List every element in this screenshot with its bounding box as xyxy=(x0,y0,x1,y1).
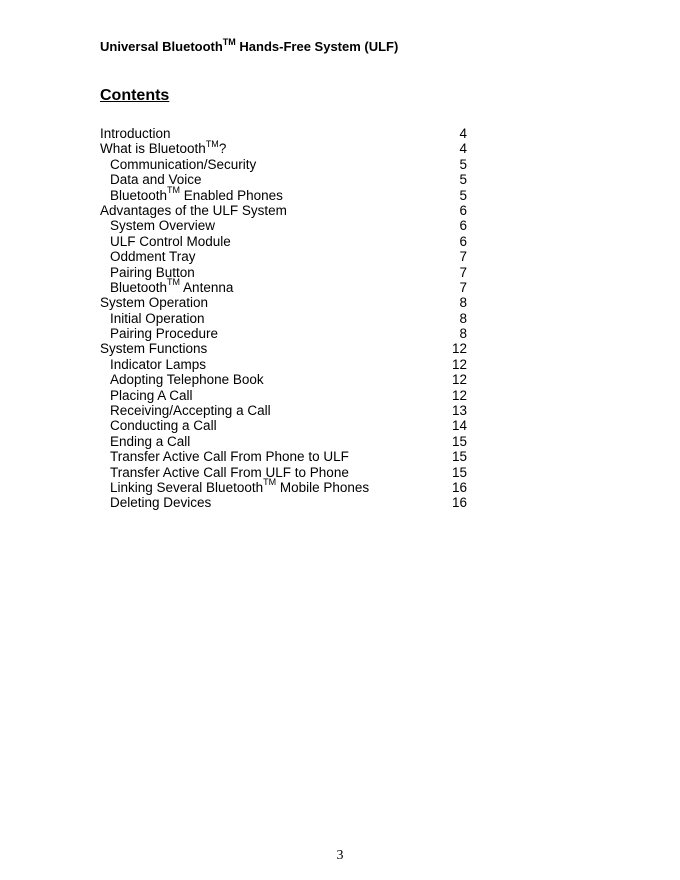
toc-entry-title xyxy=(100,203,287,218)
toc-entry-title xyxy=(100,477,370,495)
toc-entry-title xyxy=(100,234,231,249)
contents-heading: Contents xyxy=(100,87,170,104)
toc-entry[interactable] xyxy=(100,249,470,264)
toc-entry-title xyxy=(100,449,349,464)
toc-page-number: 5 xyxy=(459,156,467,172)
toc-page-number: 16 xyxy=(451,479,467,495)
toc-entry[interactable] xyxy=(100,265,470,280)
toc-entry[interactable] xyxy=(100,185,470,203)
toc-title-text: System Overview xyxy=(110,218,216,234)
toc-entry-title xyxy=(100,403,271,418)
toc-page-number: 8 xyxy=(459,295,467,311)
toc-entry[interactable] xyxy=(100,203,470,218)
toc-page-number: 12 xyxy=(451,372,467,388)
toc-entry[interactable] xyxy=(100,465,470,480)
toc-title-text: Advantages of the ULF System xyxy=(100,202,287,218)
toc-entry-title xyxy=(100,157,256,172)
toc-title-text: System Functions xyxy=(100,341,208,357)
toc-title-text: Antenna xyxy=(180,279,234,295)
toc-entry[interactable] xyxy=(100,418,470,433)
toc-page-number: 15 xyxy=(451,464,467,480)
toc-title-text: Introduction xyxy=(100,126,171,141)
toc-title-text: Conducting a Call xyxy=(110,418,217,434)
toc-title-text: Enabled Phones xyxy=(180,187,283,203)
toc-title-text: Pairing Procedure xyxy=(110,326,219,342)
toc-title-text: System Operation xyxy=(100,295,209,311)
toc-page-number: 5 xyxy=(459,187,467,203)
toc-entry[interactable] xyxy=(100,218,470,233)
toc-page-number: 6 xyxy=(459,202,467,218)
trademark-superscript: TM xyxy=(167,185,181,196)
toc-entry-title xyxy=(100,218,215,233)
toc-title-text: ULF Control Module xyxy=(110,233,231,249)
toc-title-text: Oddment Tray xyxy=(110,249,196,265)
toc-page-number: 7 xyxy=(459,249,467,265)
trademark-superscript: TM xyxy=(263,477,277,488)
toc-entry-title xyxy=(100,388,193,403)
toc-title-text: Bluetooth xyxy=(110,279,168,295)
toc-title-text: Deleting Devices xyxy=(110,495,212,511)
toc-entry-title xyxy=(100,295,208,310)
toc-page-number: 8 xyxy=(459,326,467,342)
toc-title-text: Communication/Security xyxy=(110,156,257,172)
toc-entry[interactable] xyxy=(100,138,470,157)
toc-page-number: 8 xyxy=(459,310,467,326)
toc-title-text: ? xyxy=(218,141,227,157)
header-title-part: Universal Bluetooth xyxy=(100,39,223,54)
toc-page-number: 12 xyxy=(451,341,467,357)
header-title-part: Hands-Free System (ULF) xyxy=(235,39,399,54)
toc-entry[interactable] xyxy=(100,341,470,356)
toc-page-number: 7 xyxy=(459,264,467,280)
toc-entry[interactable] xyxy=(100,234,470,249)
toc-title-text: What is Bluetooth xyxy=(100,141,206,157)
table-of-contents xyxy=(100,126,470,511)
trademark-superscript: TM xyxy=(167,277,181,288)
toc-entry-title xyxy=(100,341,207,356)
toc-entry[interactable] xyxy=(100,388,470,403)
toc-page-number: 6 xyxy=(459,233,467,249)
toc-entry-title xyxy=(100,126,171,141)
toc-page-number: 14 xyxy=(451,418,467,434)
toc-entry[interactable] xyxy=(100,357,470,372)
toc-entry[interactable] xyxy=(100,434,470,449)
toc-entry-title xyxy=(100,372,264,387)
toc-entry[interactable] xyxy=(100,477,470,495)
toc-page-number: 13 xyxy=(451,403,467,419)
toc-page-number: 4 xyxy=(459,141,467,157)
toc-title-text: Adopting Telephone Book xyxy=(110,372,264,388)
toc-title-text: Pairing Button xyxy=(110,264,195,280)
toc-entry[interactable] xyxy=(100,372,470,387)
page-number: 3 xyxy=(336,848,344,863)
toc-entry[interactable] xyxy=(100,295,470,310)
toc-title-text: Placing A Call xyxy=(110,387,193,403)
toc-title-text: Indicator Lamps xyxy=(110,356,207,372)
toc-entry-title xyxy=(100,311,205,326)
toc-title-text: Bluetooth xyxy=(110,187,168,203)
toc-entry[interactable] xyxy=(100,126,470,141)
toc-title-text: Mobile Phones xyxy=(276,479,370,495)
toc-entry-title xyxy=(100,326,218,341)
trademark-superscript: TM xyxy=(222,36,236,47)
toc-page-number: 5 xyxy=(459,172,467,188)
toc-page-number: 12 xyxy=(451,356,467,372)
toc-entry[interactable] xyxy=(100,277,470,295)
toc-entry-title xyxy=(100,277,234,295)
toc-entry-title xyxy=(100,495,211,510)
toc-title-text: Data and Voice xyxy=(110,172,202,188)
toc-title-text: Ending a Call xyxy=(110,433,191,449)
toc-entry[interactable] xyxy=(100,311,470,326)
toc-entry-title xyxy=(100,357,206,372)
trademark-superscript: TM xyxy=(205,138,219,149)
toc-title-text: Receiving/Accepting a Call xyxy=(110,403,271,419)
toc-entry-title xyxy=(100,265,195,280)
toc-page-number: 15 xyxy=(451,449,467,465)
toc-entry-title xyxy=(100,465,349,480)
toc-title-text: Transfer Active Call From Phone to ULF xyxy=(110,449,349,465)
toc-page-number: 16 xyxy=(451,495,467,511)
document-header xyxy=(100,38,398,56)
toc-page-number: 12 xyxy=(451,387,467,403)
toc-entry[interactable] xyxy=(100,172,470,187)
toc-entry-title xyxy=(100,434,190,449)
toc-entry-title xyxy=(100,172,202,187)
toc-title-text: Transfer Active Call From ULF to Phone xyxy=(110,464,349,480)
toc-entry[interactable] xyxy=(100,449,470,464)
toc-entry-title xyxy=(100,249,196,264)
toc-entry[interactable] xyxy=(100,495,470,510)
toc-page-number: 4 xyxy=(459,126,467,141)
toc-entry-title xyxy=(100,138,227,157)
toc-entry-title xyxy=(100,418,217,433)
toc-entry-title xyxy=(100,185,283,203)
toc-page-number: 7 xyxy=(459,279,467,295)
toc-entry[interactable] xyxy=(100,326,470,341)
toc-page-number: 15 xyxy=(451,433,467,449)
toc-title-text: Linking Several Bluetooth xyxy=(110,479,264,495)
toc-entry[interactable] xyxy=(100,157,470,172)
toc-page-number: 6 xyxy=(459,218,467,234)
toc-entry[interactable] xyxy=(100,403,470,418)
toc-title-text: Initial Operation xyxy=(110,310,205,326)
